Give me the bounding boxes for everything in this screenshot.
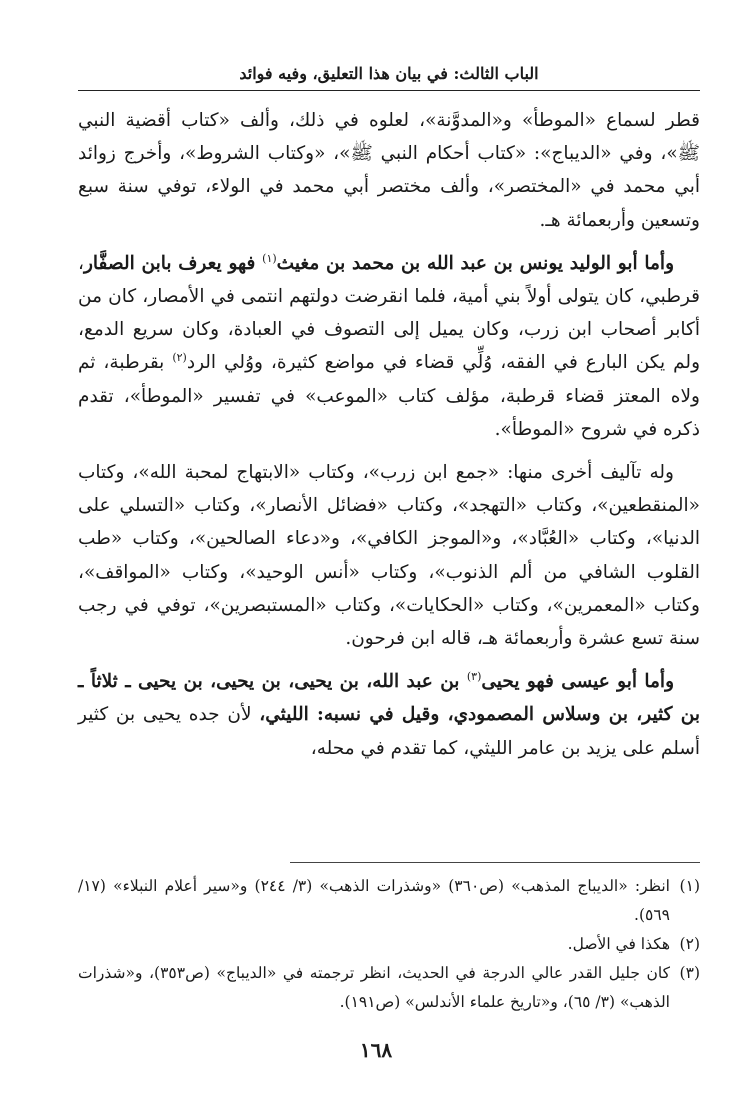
page-number: ١٦٨ bbox=[359, 1038, 393, 1062]
footnote-ref-2: (٢) bbox=[172, 351, 187, 365]
bold-name-2: بن عبد الله، بن يحيى، بن يحيى، بن يحيى ـ ثلاثاً ـ بن كثير، بن وسلاس المصمودي، وقيل في نسبه: الليثي، bbox=[78, 671, 700, 726]
footnotes bbox=[78, 872, 700, 1017]
paragraph-text: لأن جده يحيى بن كثير أسلم على يزيد بن عامر الليثي، كما تقدم في محله، bbox=[78, 704, 700, 759]
main-text bbox=[78, 104, 700, 765]
footnote-divider bbox=[290, 862, 700, 863]
paragraph-yunus bbox=[78, 247, 700, 446]
footnote bbox=[78, 872, 700, 930]
footnote-number: (١) bbox=[679, 877, 700, 895]
paragraph-continued: قطر لسماع «الموطأ» و«المدوَّنة»، لعلوه في ذلك، وألف «كتاب أقضية النبي ﷺ»، وفي «الديباج»: «كتاب أحكام النبي ﷺ»، «وكتاب الشروط»، وأخرج زوائد أبي محمد في «المختصر»، وألف مختصر أبي محمد في الولاء، توفي سنة سبع وتسعين وأربعمائة هـ. bbox=[78, 110, 700, 231]
footnote-text: هكذا في الأصل. bbox=[567, 935, 670, 953]
paragraph-abu-isa bbox=[78, 665, 700, 765]
footnote-text: انظر: «الديباج المذهب» (ص٣٦٠) «وشذرات الذهب» (٣/ ٢٤٤) و«سير أعلام النبلاء» (١٧/ ٥٦٩). bbox=[78, 877, 670, 924]
footnote-ref-1: (١) bbox=[262, 251, 277, 265]
footnote-number: (٢) bbox=[679, 935, 700, 953]
footnote bbox=[78, 959, 700, 1017]
running-header: الباب الثالث: في بيان هذا التعليق، وفيه فوائد bbox=[239, 64, 539, 83]
bold-name: وأما أبو الوليد يونس بن عبد الله بن محمد بن مغيث bbox=[276, 252, 674, 274]
header-divider bbox=[78, 90, 700, 91]
footnote-text: كان جليل القدر عالي الدرجة في الحديث، انظر ترجمته في «الديباج» (ص٣٥٣)، و«شذرات الذهب» (٣/ ٦٥)، و«تاريخ علماء الأندلس» (ص١٩١). bbox=[78, 964, 670, 1011]
paragraph-text: بقرطبة، ثم ولاه المعتز قضاء قرطبة، مؤلف كتاب «الموعب» في تفسير «الموطأ»، تقدم ذكره في شروح «الموطأ». bbox=[78, 352, 700, 440]
footnote bbox=[78, 930, 700, 959]
bold-name: وأما أبو عيسى فهو يحيى bbox=[481, 671, 674, 693]
footnote-ref-3: (٣) bbox=[466, 670, 482, 684]
paragraph-works: وله تآليف أخرى منها: «جمع ابن زرب»، وكتاب «الابتهاج لمحبة الله»، وكتاب «المنقطعين»، وكتاب «التهجد»، وكتاب «فضائل الأنصار»، وكتاب «التسلي على الدنيا»، وكتاب «العُبَّاد»، و«الموجز الكافي»، و«دعاء الصالحين»، وكتاب «طب القلوب الشافي من ألم الذنوب»، وكتاب «أنس الوحيد»، وكتاب «المواقف»، وكتاب «المعمرين»، وكتاب «الحكايات»، وكتاب «المستبصرين»، توفي في رجب سنة تسع عشرة وأربعمائة هـ، قاله ابن فرحون. bbox=[78, 462, 700, 650]
paragraph-text: ، قرطبي، كان يتولى أولاً بني أمية، فلما انقرضت دولتهم انتمى في الأمصار، كان من أكابر أصحاب ابن زرب، وكان يميل إلى التصوف في العبادة، وكان سريع الدمع، ولم يكن البارع في الفقه، وُلِّي قضاء في مواضع كثيرة، ووُلي الرد bbox=[78, 252, 700, 374]
bold-name-2: فهو يعرف بابن الصفَّار bbox=[83, 252, 263, 274]
footnote-number: (٣) bbox=[679, 964, 700, 982]
